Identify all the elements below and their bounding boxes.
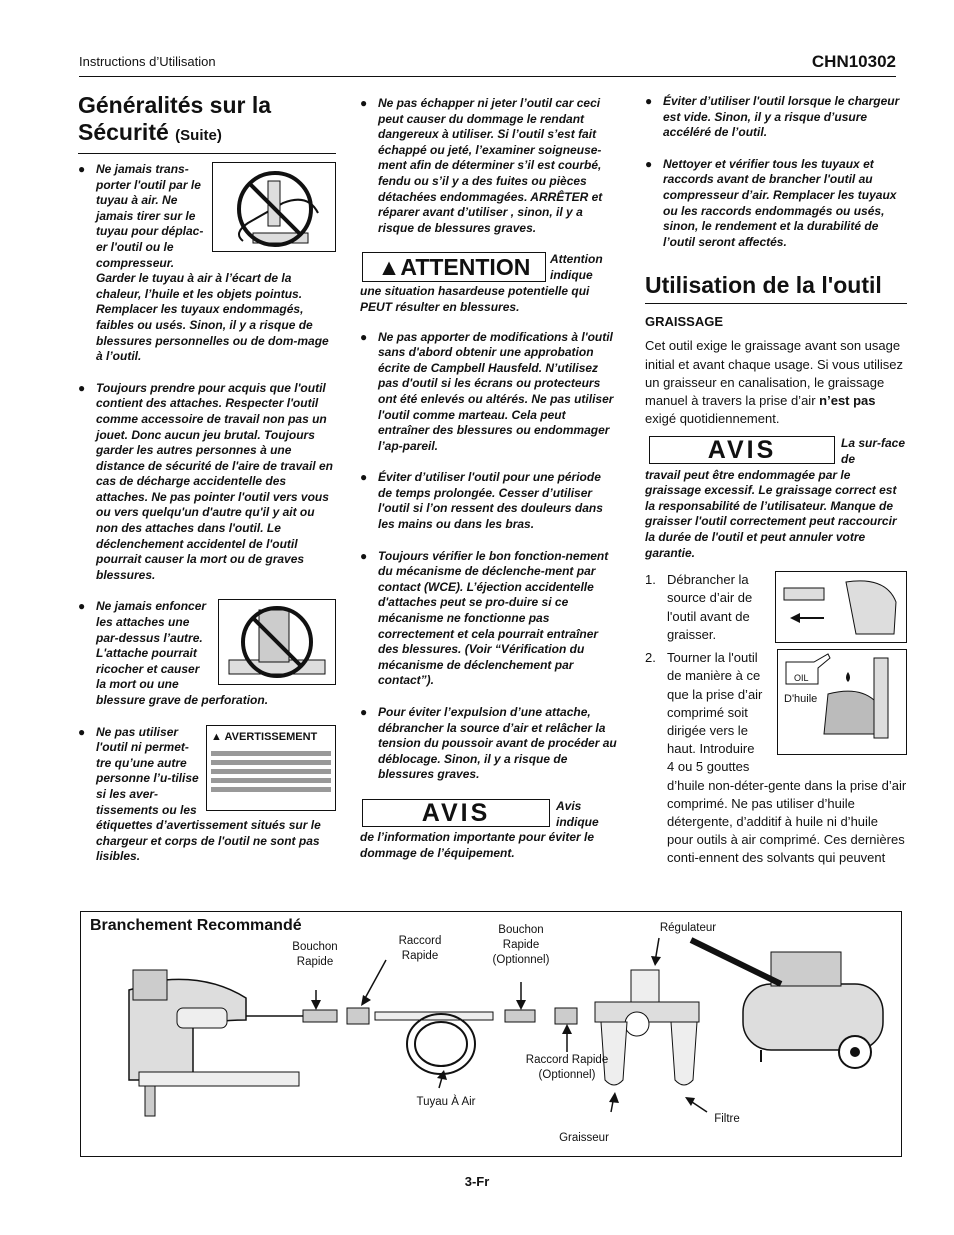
step-2 — [645, 649, 907, 867]
lubrication-steps — [645, 571, 907, 867]
header-rule — [79, 76, 896, 77]
optional-coupler-icon — [555, 1008, 577, 1024]
label-optional-plug: Bouchon Rapide (Optionnel) — [492, 924, 550, 966]
diagram-title: Branchement Recommandé — [90, 917, 302, 934]
quick-plug-icon — [303, 1010, 337, 1022]
step-2-text-a: Tourner la l'outil de manière à ce que la prise d’air comprimé soit dirigée vers le haut. Introduire — [667, 650, 763, 757]
avis-notice-lubrication — [645, 436, 907, 561]
attention-text: une situation hasardeuse potentielle qui PEUT résulter en blessures. — [360, 284, 590, 314]
disconnect-air-icon — [775, 571, 907, 643]
attention-notice — [360, 252, 618, 315]
lubrication-text-b: exigé quotidiennement. — [645, 411, 780, 427]
bullet-hose-lead: Ne jamais trans-porter l'outil par le tuyau à air. Ne jamais tirer sur le tuyau pour déplac-er l'outil ou le compresseur. — [96, 162, 204, 270]
oil-caption: D'huile — [784, 693, 818, 706]
lubrication-text-a: Cet outil exige le graissage avant son usage initial et avant chaque usage. Si vous utilisez un graisseur en canalisation, le graissage manuel à travers la prise d’air — [645, 338, 903, 408]
bullet-stacking-text: Ne jamais enfoncer les attaches une par-dessus l’autre. L'attache pourrait ricocher et causer la mort ou une blessure grave de perforation. — [96, 599, 269, 707]
label-filter: Filtre — [714, 1113, 740, 1125]
filter-icon — [671, 1022, 707, 1112]
avis-signal-box: AVIS — [362, 799, 550, 827]
bullet-hose-rest: Garder le tuyau à air à l’écart de la chaleur, l’huile et les objets pointus. Remplacer les tuyaux endommagés, faibles ou usés. Sinon, il y a risque de blessures personnelles ou de dom-mage à l’outil. — [96, 271, 329, 364]
title-suffix: (Suite) — [175, 127, 222, 144]
attention-side-text: Attention indique — [550, 252, 603, 282]
warning-line — [211, 751, 331, 756]
safety-bullet-modifications: ● Ne pas apporter de modifications à l'outil sans d'abord obtenir une approbation écrite de Campbell Hausfeld. N’utilisez pas d'outil si les écrans ou protecteurs ont été enlevés ou altérés. Ne pas utiliser l'outil comme marteau. Cela peut entraîner des blessures ou endommager l’ap-pareil. — [360, 330, 618, 455]
label-quick-coupler: Raccord Rapide — [398, 935, 442, 962]
air-hose-icon — [375, 1012, 493, 1088]
safety-bullet-labels — [78, 725, 336, 865]
page-number: 3-Fr — [464, 1174, 490, 1189]
avis-notice — [360, 799, 618, 861]
step-1 — [645, 571, 907, 645]
avis-side-text: La sur-face de — [841, 436, 906, 466]
column-3 — [645, 94, 907, 868]
lubrication-paragraph — [645, 337, 907, 428]
label-lubricator: Graisseur — [559, 1132, 609, 1144]
avis-text: de l’information importante pour éviter le dommage de l’équipement. — [360, 830, 595, 860]
quick-coupler-icon — [347, 1008, 369, 1024]
safety-bullet-contact-trip: ● Toujours vérifier le bon fonction-nement du mécanisme de déclenche-ment par contact (WCE). L’éjection accidentelle d'attaches peut se pro-duire si ce mécanisme ne fonctionne pas correctement et cela pourrait entraîner des blessures. (Voir “Vérification du mécanisme de déclenchement par contact”). — [360, 549, 618, 689]
warning-line — [211, 778, 331, 783]
safety-bullet-hose — [78, 162, 336, 365]
air-compressor-icon — [691, 940, 883, 1068]
oil-drops-figure — [777, 649, 907, 755]
warning-line — [211, 769, 331, 774]
section-title-usage: Utilisation de la l'outil — [645, 272, 882, 299]
safety-title-text: Généralités sur la Sécurité — [78, 92, 272, 145]
avis-side-text: Avis indique — [556, 798, 599, 829]
oil-label: OIL — [794, 673, 809, 684]
warning-label-figure — [206, 725, 336, 811]
column-2 — [360, 96, 618, 861]
header-left: Instructions d’Utilisation — [79, 54, 216, 69]
safety-bullet-fasteners: ● Toujours prendre pour acquis que l'outil contient des attaches. Respecter l'outil comme accessoire de travail non pas un jouet. Donc aucun jeu brutal. Toujours garder les autres personnes à une distance de sécurité de l'aire de travail en cas de décharge accidentelle des attaches. Ne pas pointer l'outil vers vous ou vers quelqu'un d'autre qu'il y ait ou non des attaches dans l'outil. Le déclenchement accidentel de l'outil pourrait causer la mort ou de graves blessures. — [78, 381, 336, 584]
step-1-text: Débrancher la source d’air de l'outil avant de graisser. — [667, 572, 753, 642]
column-1 — [78, 92, 336, 881]
recommended-hookup-diagram — [80, 911, 902, 1157]
no-stacking-fasteners-icon — [218, 599, 336, 685]
bullet-labels-rest: étiquettes d’avertissement situés sur le chargeur et corps de l'outil ne sont pas lisibles. — [96, 818, 321, 864]
document-code: CHN10302 — [811, 52, 896, 71]
bullet-labels-lead: Ne pas utiliser l'outil ni permet-tre qu’une autre personne l’u-tilise si les aver-tissements ou les — [96, 724, 199, 817]
label-regulator: Régulateur — [659, 922, 717, 934]
attention-signal-box — [362, 252, 546, 282]
safety-bullet-prolonged-use: ● Éviter d’utiliser l'outil pour une période de temps prolongée. Cesser d’utiliser l'outil si l’on ressent des douleurs dans les mains ou dans les bras. — [360, 470, 618, 532]
section-rule — [645, 303, 907, 304]
section-rule — [78, 153, 336, 154]
lubrication-text-bold: n’est pas — [819, 392, 876, 408]
safety-bullet-hoses: ● Nettoyer et vérifier tous les tuyaux et raccords avant de brancher l'outil au compresseur d’air. Remplacer les tuyaux ou les raccords endommagés ou usés, sinon, le rendement et la durabilité de l’outil seront affectés. — [645, 157, 907, 251]
warning-triangle-icon: ▲ — [211, 730, 222, 743]
optional-plug-icon — [505, 1010, 535, 1022]
warning-line — [211, 760, 331, 765]
subheading-lubrication: GRAISSAGE — [645, 314, 724, 330]
nailer-icon — [129, 970, 299, 1116]
section-title-safety — [78, 92, 336, 149]
warning-label-text: AVERTISSEMENT — [224, 730, 318, 743]
safety-bullet-empty-magazine: ● Éviter d’utiliser l'outil lorsque le chargeur est vide. Sinon, il y a risque d’usure accéléré de l’outil. — [645, 94, 907, 141]
safety-bullet-stacking — [78, 599, 336, 708]
no-carry-by-hose-icon — [212, 162, 336, 252]
warning-triangle-icon: ▲ — [377, 254, 401, 281]
step-number: 2. — [645, 650, 656, 666]
regulator-icon — [595, 938, 699, 1036]
label-air-hose: Tuyau À Air — [416, 1096, 476, 1108]
avis-text: travail peut être endommagée par le graissage excessif. Le graissage correct est la responsabilité de l’utilisateur. Manque de graisser l'outil correctement peut raccourcir la durée de l'outil et peut annuler votre garantie. — [645, 467, 897, 560]
label-optional-coupler: Raccord Rapide (Optionnel) — [525, 1054, 609, 1081]
avis-signal-box: AVIS — [649, 436, 835, 464]
step-number: 1. — [645, 572, 656, 588]
safety-bullet-drop: ● Ne pas échapper ni jeter l’outil car ceci peut causer du dommage le rendant dangereux à utiliser. Si l’outil s’est fait échappé ou jeté, l’examiner soigneuse-ment afin de déterminer s’il est courbé, fendu ou s’il y a des fuites ou pièces détachées endommagées. ARRÊTER et réparer avant d’utiliser , sinon, il y a risque de blessures graves. — [360, 96, 618, 236]
attention-word: ATTENTION — [400, 254, 531, 281]
safety-bullet-jam: ● Pour éviter l’expulsion d’une attache, débrancher la source d’air et relâcher la tension du poussoir avant de procéder au déblocage. Sinon, il y a risque de blessures graves. — [360, 705, 618, 783]
step-2-text-b: 4 ou 5 gouttes d’huile non-déter-gente dans la prise d’air comprimé. Ne pas utiliser d’huile détergente, d’additif à huile ni d’huile pour outils à air comprimé. Ces dernières conti-ennent des solvants qui peuvent — [667, 759, 907, 866]
warning-line — [211, 787, 331, 792]
label-quick-plug: Bouchon Rapide — [292, 941, 338, 968]
